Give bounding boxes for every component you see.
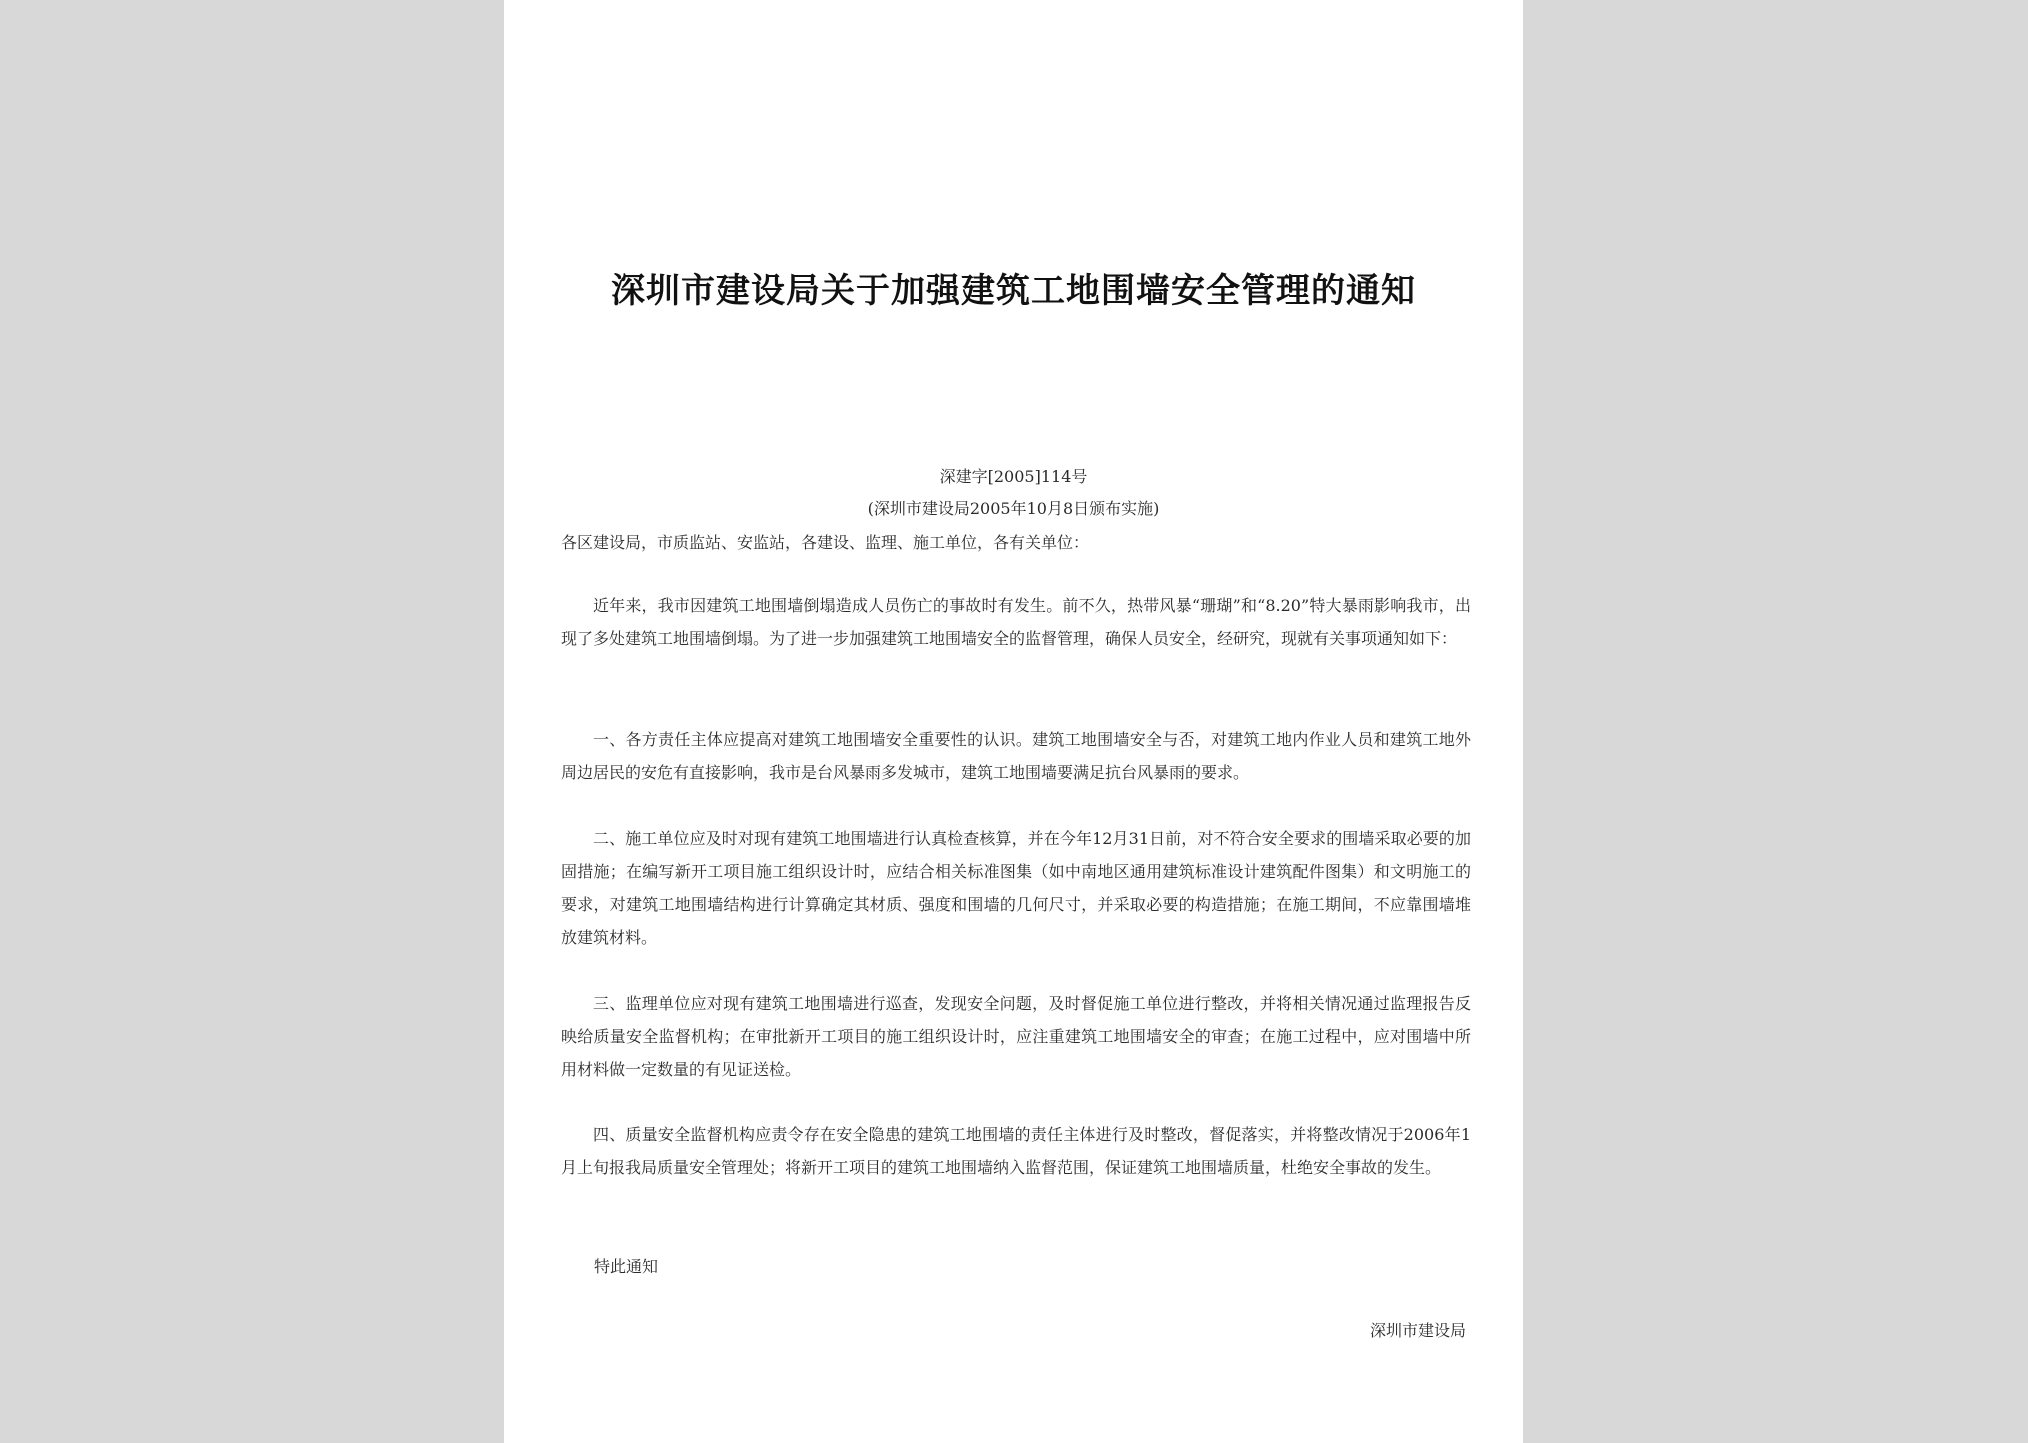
document-title: 深圳市建设局关于加强建筑工地围墙安全管理的通知 [611, 271, 1416, 311]
issuer-signature: 深圳市建设局 [1369, 1321, 1466, 1340]
closing-phrase: 特此通知 [594, 1257, 659, 1276]
document-number: 深建字[2005]114号 [939, 467, 1088, 486]
paragraph-item-3: 三、监理单位应对现有建筑工地围墙进行巡查，发现安全问题，及时督促施工单位进行整改，并将相关情况通过监理报告反映给质量安全监督机构；在审批新开工项目的施工组织设计时，应注重建筑工地围墙安全的审查；在施工过程中，应对围墙中所用材料做一定数量的有见证送检。 [561, 994, 1471, 1079]
paragraph-intro: 近年来，我市因建筑工地围墙倒塌造成人员伤亡的事故时有发生。前不久，热带风暴“珊瑚”和“8.20”特大暴雨影响我市，出现了多处建筑工地围墙倒塌。为了进一步加强建筑工地围墙安全的监督管理，确保人员安全，经研究，现就有关事项通知如下： [561, 596, 1471, 648]
document-page [504, 0, 1523, 1443]
paragraph-item-4: 四、质量安全监督机构应责令存在安全隐患的建筑工地围墙的责任主体进行及时整改，督促落实，并将整改情况于2006年1月上旬报我局质量安全管理处；将新开工项目的建筑工地围墙纳入监督范围，保证建筑工地围墙质量，杜绝安全事故的发生。 [561, 1125, 1471, 1177]
paragraph-item-2: 二、施工单位应及时对现有建筑工地围墙进行认真检查核算，并在今年12月31日前，对不符合安全要求的围墙采取必要的加固措施；在编写新开工项目施工组织设计时，应结合相关标准图集（如中南地区通用建筑标准设计建筑配件图集）和文明施工的要求，对建筑工地围墙结构进行计算确定其材质、强度和围墙的几何尺寸，并采取必要的构造措施；在施工期间，不应靠围墙堆放建筑材料。 [561, 829, 1471, 947]
document-issue-date: (深圳市建设局2005年10月8日颁布实施) [867, 499, 1160, 518]
paragraph-item-1: 一、各方责任主体应提高对建筑工地围墙安全重要性的认识。建筑工地围墙安全与否，对建筑工地内作业人员和建筑工地外周边居民的安危有直接影响，我市是台风暴雨多发城市，建筑工地围墙要满足抗台风暴雨的要求。 [561, 730, 1471, 782]
addressee-line: 各区建设局，市质监站、安监站，各建设、监理、施工单位，各有关单位： [561, 533, 1090, 552]
